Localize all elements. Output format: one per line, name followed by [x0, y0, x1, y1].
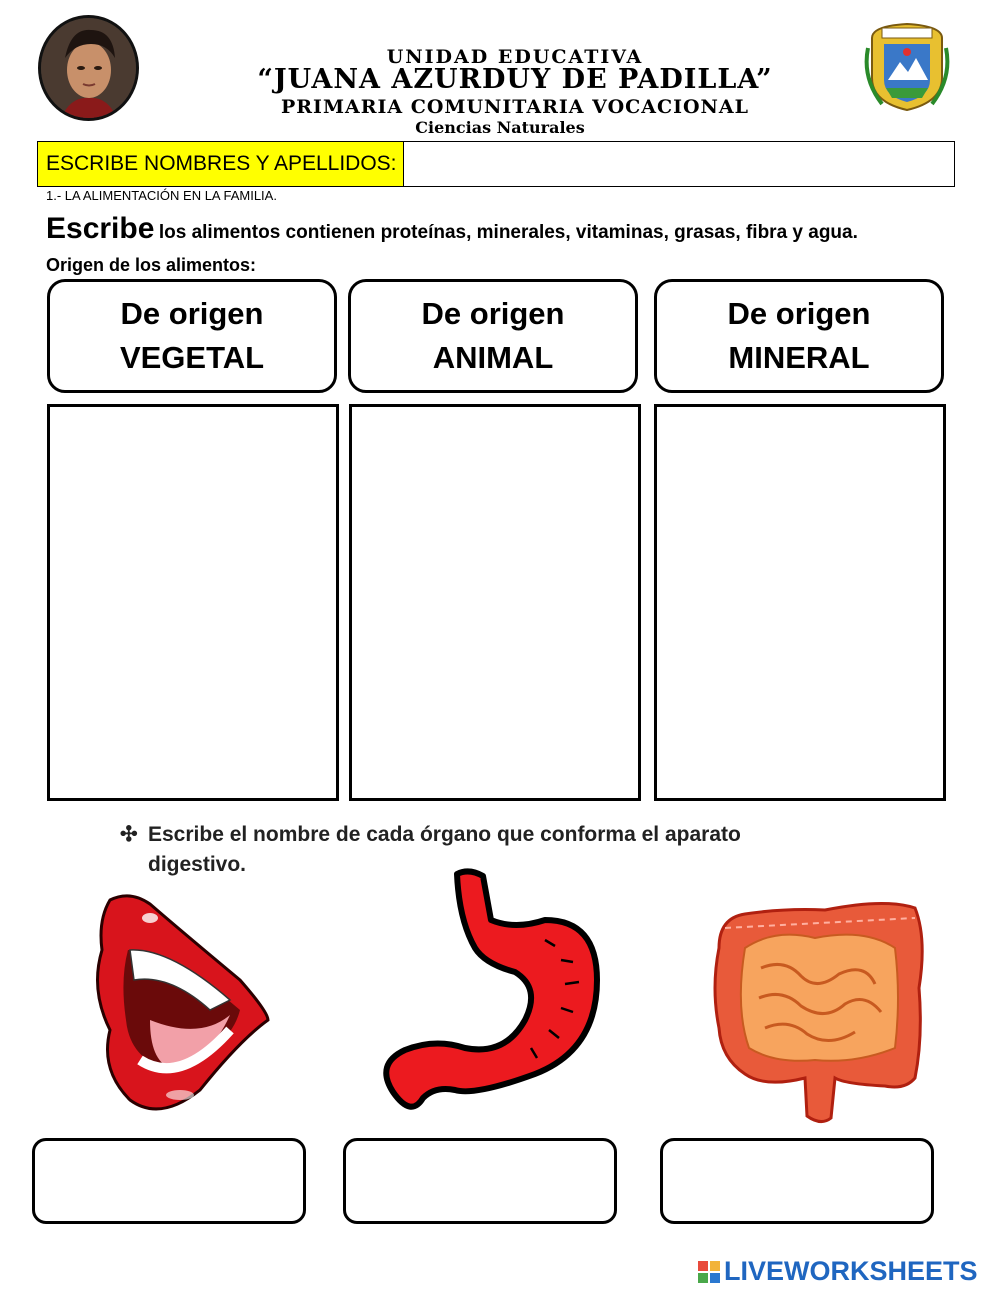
student-name-label: ESCRIBE NOMBRES Y APELLIDOS:: [38, 142, 404, 186]
category-header-line2: MINERAL: [728, 340, 870, 375]
school-name: “JUANA AZURDUY DE PADILLA”: [257, 64, 773, 95]
category-header-mineral: [654, 279, 944, 393]
category-header-line1: De origen: [421, 296, 565, 331]
student-name-row: [37, 141, 955, 187]
liveworksheets-brand: [698, 1256, 978, 1287]
drop-box-mineral[interactable]: [654, 404, 946, 801]
instruction-line-2: digestivo.: [148, 853, 247, 876]
school-line-3: PRIMARIA COMUNITARIA VOCACIONAL: [280, 96, 750, 118]
liveworksheets-logo-icon: [698, 1261, 720, 1283]
brand-text: LIVEWORKSHEETS: [724, 1256, 978, 1286]
student-name-input[interactable]: [404, 142, 954, 186]
category-header-line1: De origen: [727, 296, 871, 331]
organ-answer-box-stomach[interactable]: [343, 1138, 617, 1224]
subject-title: Ciencias Naturales: [415, 118, 585, 137]
category-header-line2: ANIMAL: [432, 340, 554, 375]
category-header-line2: VEGETAL: [119, 340, 265, 375]
instruction-line-1: Escribe el nombre de cada órgano que conforma el aparato: [148, 823, 741, 846]
school-line-1: UNIDAD EDUCATIVA: [386, 46, 644, 68]
category-header-vegetal: [47, 279, 337, 393]
section-1-title: 1.- LA ALIMENTACIÓN EN LA FAMILIA.: [46, 188, 277, 203]
category-header-line1: De origen: [120, 296, 264, 331]
origin-label: Origen de los alimentos:: [46, 255, 257, 275]
category-header-animal: [348, 279, 638, 393]
drop-box-animal[interactable]: [349, 404, 641, 801]
instruction-lead: Escribe: [46, 212, 155, 245]
organ-answer-box-intestines[interactable]: [660, 1138, 934, 1224]
instruction-rest: los alimentos contienen proteínas, minerales, vitaminas, grasas, fibra y agua.: [158, 222, 858, 243]
section-1-instruction: [46, 212, 858, 246]
mouth-illustration: [90, 890, 270, 1120]
intestines-illustration: [705, 888, 930, 1128]
bullet-icon: ✣: [120, 823, 138, 846]
organ-answer-box-mouth[interactable]: [32, 1138, 306, 1224]
drop-box-vegetal[interactable]: [47, 404, 339, 801]
stomach-illustration: [365, 860, 605, 1130]
